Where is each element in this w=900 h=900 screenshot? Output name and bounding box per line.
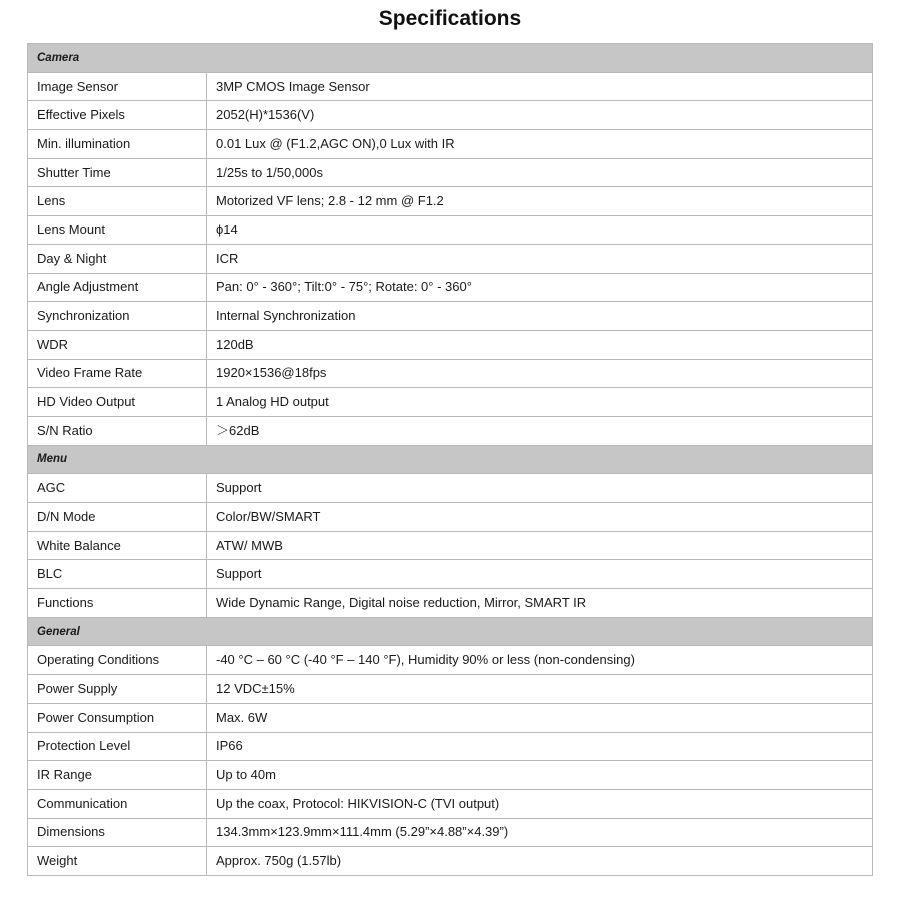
spec-value: Max. 6W <box>207 703 873 732</box>
specifications-table <box>27 43 873 876</box>
spec-label: Effective Pixels <box>28 101 207 130</box>
spec-label: Communication <box>28 789 207 818</box>
spec-label: Operating Conditions <box>28 646 207 675</box>
spec-label: IR Range <box>28 761 207 790</box>
spec-label: Power Supply <box>28 675 207 704</box>
spec-value: -40 °C – 60 °C (-40 °F – 140 °F), Humidity 90% or less (non-condensing) <box>207 646 873 675</box>
spec-value: 3MP CMOS Image Sensor <box>207 72 873 101</box>
table-row <box>28 244 873 273</box>
section-title: General <box>28 617 873 646</box>
spec-value: ϕ14 <box>207 216 873 245</box>
spec-value: Support <box>207 474 873 503</box>
spec-value: ICR <box>207 244 873 273</box>
section-header-menu <box>28 445 873 474</box>
table-row <box>28 359 873 388</box>
spec-value: Approx. 750g (1.57lb) <box>207 847 873 876</box>
spec-label: White Balance <box>28 531 207 560</box>
spec-label: Lens Mount <box>28 216 207 245</box>
spec-label: BLC <box>28 560 207 589</box>
spec-label: HD Video Output <box>28 388 207 417</box>
table-row <box>28 503 873 532</box>
spec-value: Up to 40m <box>207 761 873 790</box>
table-row <box>28 761 873 790</box>
table-row <box>28 388 873 417</box>
table-row <box>28 789 873 818</box>
spec-value: Wide Dynamic Range, Digital noise reduction, Mirror, SMART IR <box>207 589 873 618</box>
table-row <box>28 589 873 618</box>
spec-label: Shutter Time <box>28 158 207 187</box>
spec-label: S/N Ratio <box>28 416 207 445</box>
spec-value: 0.01 Lux @ (F1.2,AGC ON),0 Lux with IR <box>207 130 873 159</box>
spec-label: Power Consumption <box>28 703 207 732</box>
table-row <box>28 675 873 704</box>
table-row <box>28 158 873 187</box>
table-row <box>28 101 873 130</box>
spec-value: Motorized VF lens; 2.8 - 12 mm @ F1.2 <box>207 187 873 216</box>
spec-value: Internal Synchronization <box>207 302 873 331</box>
table-row <box>28 216 873 245</box>
spec-value: 1/25s to 1/50,000s <box>207 158 873 187</box>
spec-value: Color/BW/SMART <box>207 503 873 532</box>
table-row <box>28 130 873 159</box>
table-row <box>28 416 873 445</box>
spec-value: ＞62dB <box>207 416 873 445</box>
spec-value: Support <box>207 560 873 589</box>
spec-value: 1 Analog HD output <box>207 388 873 417</box>
table-row <box>28 72 873 101</box>
spec-value: IP66 <box>207 732 873 761</box>
spec-label: D/N Mode <box>28 503 207 532</box>
table-row <box>28 474 873 503</box>
spec-label: Video Frame Rate <box>28 359 207 388</box>
section-header-general <box>28 617 873 646</box>
spec-label: Min. illumination <box>28 130 207 159</box>
specifications-table-body <box>28 44 873 876</box>
spec-value: Up the coax, Protocol: HIKVISION-C (TVI output) <box>207 789 873 818</box>
table-row <box>28 703 873 732</box>
spec-label: Dimensions <box>28 818 207 847</box>
page-title: Specifications <box>378 7 522 30</box>
spec-value: 12 VDC±15% <box>207 675 873 704</box>
spec-label: Protection Level <box>28 732 207 761</box>
table-row <box>28 847 873 876</box>
table-row <box>28 330 873 359</box>
spec-label: AGC <box>28 474 207 503</box>
spec-value: Pan: 0° - 360°; Tilt:0° - 75°; Rotate: 0° - 360° <box>207 273 873 302</box>
table-row <box>28 187 873 216</box>
table-row <box>28 732 873 761</box>
table-row <box>28 273 873 302</box>
table-row <box>28 531 873 560</box>
spec-label: Weight <box>28 847 207 876</box>
section-header-camera <box>28 44 873 73</box>
spec-label: Lens <box>28 187 207 216</box>
table-row <box>28 302 873 331</box>
table-row <box>28 646 873 675</box>
spec-label: Image Sensor <box>28 72 207 101</box>
spec-label: Angle Adjustment <box>28 273 207 302</box>
spec-value: 2052(H)*1536(V) <box>207 101 873 130</box>
table-row <box>28 818 873 847</box>
spec-label: Functions <box>28 589 207 618</box>
table-row <box>28 560 873 589</box>
spec-value: 1920×1536@18fps <box>207 359 873 388</box>
section-title: Menu <box>28 445 873 474</box>
spec-label: Synchronization <box>28 302 207 331</box>
section-title: Camera <box>28 44 873 73</box>
spec-label: WDR <box>28 330 207 359</box>
spec-value: ATW/ MWB <box>207 531 873 560</box>
spec-value: 134.3mm×123.9mm×111.4mm (5.29”×4.88”×4.39”) <box>207 818 873 847</box>
spec-label: Day & Night <box>28 244 207 273</box>
spec-value: 120dB <box>207 330 873 359</box>
